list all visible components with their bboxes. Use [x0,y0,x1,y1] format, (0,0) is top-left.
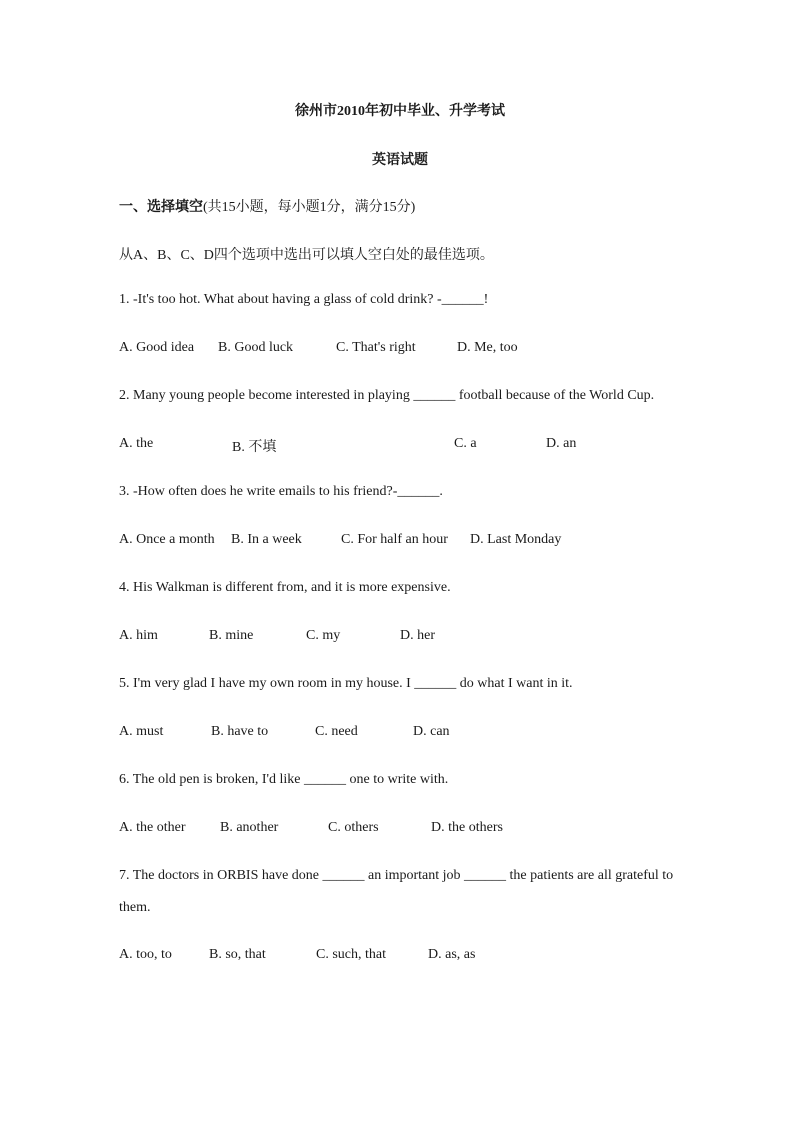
question-6-option-c: C. others [328,820,379,835]
question-3-stem: 3. -How often does he write emails to his friend?-______. [119,484,443,499]
document-subtitle: 英语试题 [372,153,428,168]
question-1-option-d: D. Me, too [457,340,518,355]
question-1-option-a: A. Good idea [119,340,195,355]
question-2-option-c: C. a [454,436,477,451]
question-4-option-b: B. mine [209,628,254,643]
question-4-option-c: C. my [306,628,341,643]
question-1-option-c: C. That's right [336,340,416,355]
question-7-option-d: D. as, as [428,947,476,962]
question-6-option-d: D. the others [431,820,503,835]
question-3-option-d: D. Last Monday [470,532,562,547]
section-heading [119,196,415,216]
question-7-option-b: B. so, that [209,947,266,962]
question-7-option-a: A. too, to [119,947,172,962]
question-2-option-a: A. the [119,436,154,451]
question-4-option-d: D. her [400,628,435,643]
question-4-stem: 4. His Walkman is different from, and it is more expensive. [119,580,451,595]
question-7-option-c: C. such, that [316,947,386,962]
question-2-option-d: D. an [546,436,577,451]
question-2-stem: 2. Many young people become interested in playing ______ football because of the World Cup. [119,388,655,403]
document-title: 徐州市2010年初中毕业、升学考试 [295,104,505,119]
question-6-stem: 6. The old pen is broken, I'd like ______ one to write with. [119,772,449,787]
question-5-stem: 5. I'm very glad I have my own room in my house. I ______ do what I want in it. [119,676,573,691]
question-5-option-b: B. have to [211,724,269,739]
question-6-option-b: B. another [220,820,279,835]
question-7-stem: 7. The doctors in ORBIS have done ______ an important job ______ the patients are all grateful to [119,868,674,883]
question-3-option-b: B. In a week [231,532,302,547]
question-1-option-b: B. Good luck [218,340,294,355]
question-5-option-d: D. can [413,724,450,739]
section-heading-note: (共15小题，每小题1分，满分15分) [203,200,416,215]
question-2-option-b: B. 不填 [232,440,277,455]
section-heading-label: 一、选择填空 [119,200,203,215]
question-3-option-c: C. For half an hour [341,532,448,547]
question-3-option-a: A. Once a month [119,532,215,547]
question-5-option-c: C. need [315,724,358,739]
question-6-option-a: A. the other [119,820,186,835]
question-1-stem: 1. -It's too hot. What about having a glass of cold drink? -______! [119,292,489,307]
section-instruction: 从A、B、C、D四个选项中选出可以填人空白处的最佳选项。 [119,248,494,263]
question-7-stem-continued: them. [119,900,151,915]
question-5-option-a: A. must [119,724,164,739]
question-4-option-a: A. him [119,628,158,643]
